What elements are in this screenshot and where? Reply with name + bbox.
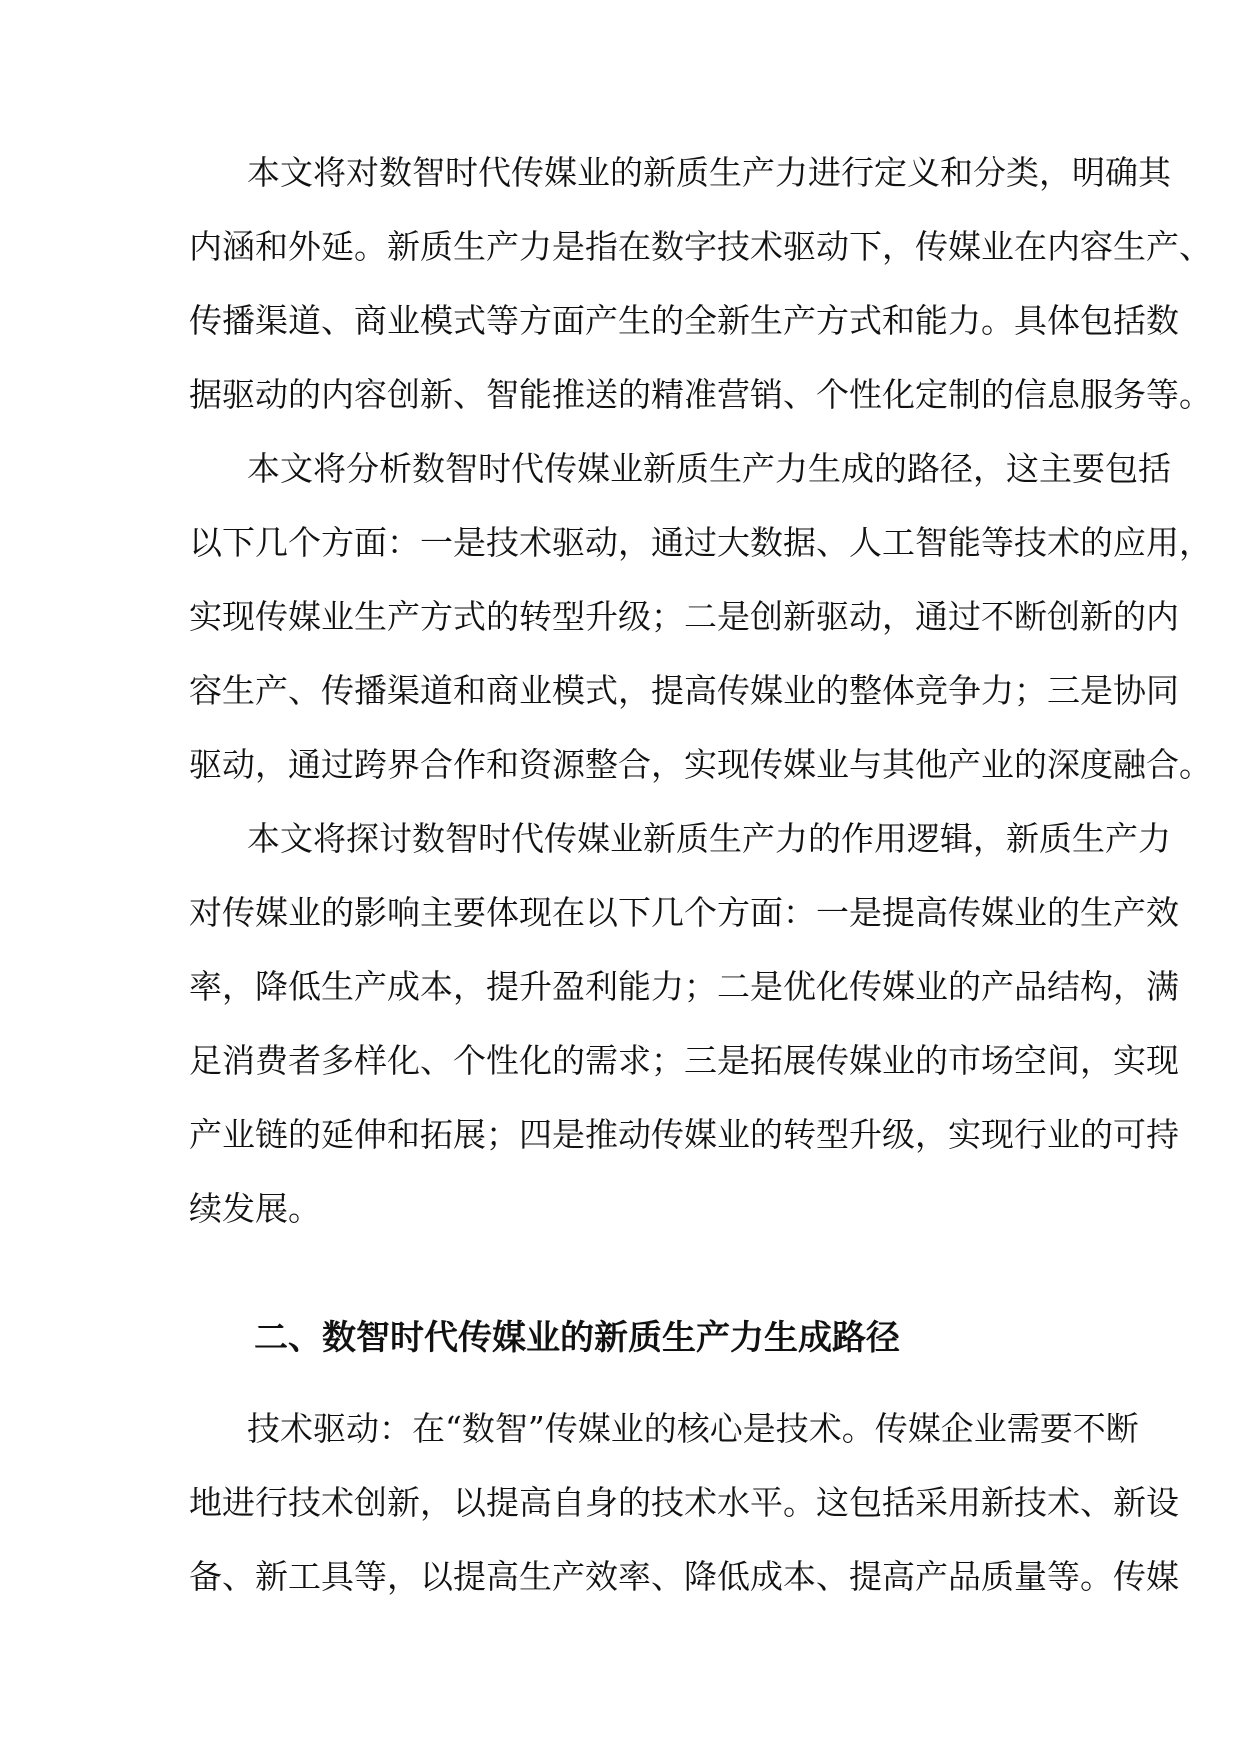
paragraph-2-line-4: 容生产、传播渠道和商业模式，提高传媒业的整体竞争力；三是协同 [189,671,1179,710]
paragraph-3-line-4: 足消费者多样化、个性化的需求；三是拓展传媒业的市场空间，实现 [189,1041,1179,1080]
paragraph-1-line-1: 本文将对数智时代传媒业的新质生产力进行定义和分类，明确其 [247,153,1171,192]
paragraph-3-line-1: 本文将探讨数智时代传媒业新质生产力的作用逻辑，新质生产力 [247,819,1171,858]
paragraph-3-line-2: 对传媒业的影响主要体现在以下几个方面：一是提高传媒业的生产效 [189,893,1179,932]
section-paragraph-line-2: 地进行技术创新，以提高自身的技术水平。这包括采用新技术、新设 [189,1483,1179,1522]
paragraph-3-line-6: 续发展。 [189,1189,321,1228]
paragraph-2-line-3: 实现传媒业生产方式的转型升级；二是创新驱动，通过不断创新的内 [189,597,1179,636]
paragraph-2-line-1: 本文将分析数智时代传媒业新质生产力生成的路径，这主要包括 [247,449,1171,488]
section-heading: 二、数智时代传媒业的新质生产力生成路径 [254,1318,900,1358]
paragraph-2-line-2: 以下几个方面：一是技术驱动，通过大数据、人工智能等技术的应用， [189,523,1212,562]
paragraph-3-line-5: 产业链的延伸和拓展；四是推动传媒业的转型升级，实现行业的可持 [189,1115,1179,1154]
paragraph-1-line-3: 传播渠道、商业模式等方面产生的全新生产方式和能力。具体包括数 [189,301,1179,340]
paragraph-1-line-4: 据驱动的内容创新、智能推送的精准营销、个性化定制的信息服务等。 [189,375,1212,414]
section-paragraph-line-3: 备、新工具等，以提高生产效率、降低成本、提高产品质量等。传媒 [189,1557,1179,1596]
paragraph-1-line-2: 内涵和外延。新质生产力是指在数字技术驱动下，传媒业在内容生产、 [189,227,1212,266]
paragraph-3-line-3: 率，降低生产成本，提升盈利能力；二是优化传媒业的产品结构，满 [189,967,1179,1006]
paragraph-2-line-5: 驱动，通过跨界合作和资源整合，实现传媒业与其他产业的深度融合。 [189,745,1212,784]
section-paragraph-line-1: 技术驱动：在“数智”传媒业的核心是技术。传媒企业需要不断 [247,1409,1139,1448]
